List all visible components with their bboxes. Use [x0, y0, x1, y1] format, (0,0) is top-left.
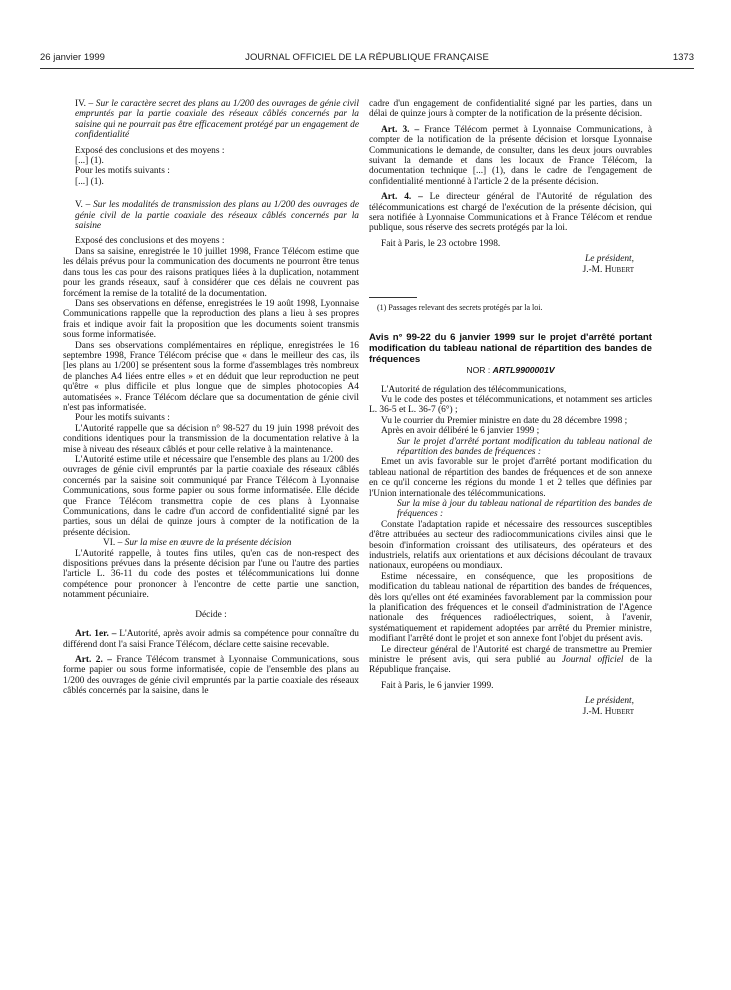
page-header — [40, 52, 694, 68]
section-v-paragraph: Dans ses observations en défense, enregistrées le 19 août 1998, Lyonnaise Communications rappelle que la reproduction des plans a lieu à ses propres frais et indique avoir fait la proposition que les documents soient transmis sous forme informatisée. — [63, 298, 359, 341]
header-journal-title: JOURNAL OFFICIEL DE LA RÉPUBLIQUE FRANÇAISE — [245, 52, 489, 63]
avis-paragraph: Emet un avis favorable sur le projet d'arrêté portant modification du tableau national de répartition des bandes de fréquences et de son annexe en ce qu'il concerne les régions du monde 1 et 2 telles que définies par l'Union internationale des télécommunications. — [369, 457, 652, 499]
section-iv-motifs: Pour les motifs suivants : — [75, 166, 170, 177]
section-vi-heading: VI. – Sur la mise en œuvre de la présente décision — [103, 538, 292, 549]
footnote: (1) Passages relevant des secrets protégés par la loi. — [377, 303, 543, 313]
right-column — [369, 99, 652, 717]
section-v-expose: Exposé des conclusions et des moyens : — [75, 236, 225, 247]
signature-block — [369, 696, 652, 717]
section-iv-ref1: [...] (1). — [75, 156, 104, 167]
header-page-number: 1373 — [672, 52, 694, 63]
signature-name: J.-M. Hubert — [582, 706, 634, 717]
signature-title: Le président, — [585, 696, 634, 707]
avis-paragraph: Estime nécessaire, en conséquence, que les propositions de modification du tableau national de répartition des bandes de fréquences, dès lors qu'elles ont été examinées favorablement par la commission pour la planification des fréquences et le conseil d'administration de l'Agence nationale des fréquences radioélectriques, soient, à l'avenir, systématiquement et rapidement adoptées par arrêté du Premier ministre, modifiant l'arrêté dont le projet et son annexe font l'objet du présent avis. — [369, 571, 652, 645]
section-vi-paragraph: L'Autorité rappelle, à toutes fins utiles, qu'en cas de non-respect des dispositions prévues dans la présente décision par l'une ou l'autre des parties l'article L. 36-11 du code des postes et télécommunications lui donne compétence pour prononcer à l'encontre de cette partie une sanction, notamment pécuniaire. — [63, 548, 359, 601]
section-v-paragraph: L'Autorité estime utile et nécessaire que l'ensemble des plans au 1/200 des ouvrages de génie civil empruntés par la partie coaxiale des réseaux câblés concernés par la saisine soit communiqué par France Télécom à Lyonnaise Communications, sous forme papier ou sous forme informatisée. Elle décide que France Télécom transmettra copie de ces plans à Lyonnaise Communications, dans le cadre d'un accord de confidentialité signé par les parties, sous un délai de quinze jours à compter de la notification de la présente décision. — [63, 455, 359, 538]
section-v-heading: V. – Sur les modalités de transmission des plans au 1/200 des ouvrages de génie civil de la partie coaxiale des réseaux câblés concernés par la saisine — [75, 200, 360, 232]
avis-paragraph: Constate l'adaptation rapide et nécessaire des ressources susceptibles d'être attribuées au secteur des radiocommunications civiles ainsi que le besoin d'information croissant des utilisateurs, des opérateurs et des industriels, relatifs aux orientations et aux décisions découlant de travaux nationaux, européens ou mondiaux. — [369, 519, 652, 572]
signature-title: Le président, — [585, 254, 634, 265]
left-column — [63, 99, 359, 697]
article-4: Art. 4. – Le directeur général de l'Autorité de régulation des télécommunications est chargé de l'exécution de la présente décision, qui sera notifiée à Lyonnaise Communications et à France Télécom et rendue publique, sous réserve des secrets protégés par la loi. — [369, 192, 653, 234]
section-iv-ref2: [...] (1). — [75, 176, 104, 187]
section-v-paragraph: Dans sa saisine, enregistrée le 10 juillet 1998, France Télécom estime que les délais prévus pour la communication des documents ne pourront être tenus dans tous les cas pour des raisons pratiques liées à la duplication, notamment pour les grands réseaux, sauf à considérer que ces délais ne couvrent pas forcément la remise de la totalité de la documentation. — [63, 246, 359, 299]
visa-line: Après en avoir délibéré le 6 janvier 1999 ; — [381, 426, 540, 437]
article-3: Art. 3. – France Télécom permet à Lyonnaise Communications, à compter de la notification de la présente décision et lorsque Lyonnaise Communications le demande, de consulter, dans les deux jours ouvrables suivant la demande et dans les locaux de France Télécom, la documentation technique [...] (1), dans le cadre de l'engagement de confidentialité mentionné à l'article 2 de la présente décision. — [369, 124, 653, 187]
section-iv-heading: IV. – Sur le caractère secret des plans au 1/200 des ouvrages de génie civil empruntés par la partie coaxiale des réseaux câblés concernés par la saisine qui ne pourrait pas être efficacement protégé par un engagement de confidentialité — [75, 99, 360, 141]
decide-heading: Décide : — [195, 609, 227, 620]
signature-place-date: Fait à Paris, le 6 janvier 1999. — [381, 680, 494, 691]
section-iv-expose: Exposé des conclusions et des moyens : — [75, 145, 225, 156]
section-v-motifs: Pour les motifs suivants : — [75, 413, 170, 424]
header-rule — [40, 68, 694, 69]
avis-subheading: Sur le projet d'arrêté portant modification du tableau national de répartition des bandes de fréquences : — [397, 436, 652, 457]
footnote-rule — [369, 297, 417, 298]
article-1: Art. 1er. – L'Autorité, après avoir admis sa compétence pour connaître du différend dont l'a saisi France Télécom, déclare cette saisine recevable. — [63, 629, 359, 650]
signature-name: J.-M. Hubert — [582, 264, 634, 275]
header-date: 26 janvier 1999 — [40, 52, 105, 63]
signature-place-date: Fait à Paris, le 23 octobre 1998. — [381, 238, 501, 249]
section-v-paragraph: Dans ses observations complémentaires en réplique, enregistrées le 16 septembre 1998, France Télécom précise que « dans le meilleur des cas, ils [les plans au 1/200] se présentent sous la forme d'assemblages très nombreux de planches A4 liées entre elles » et en déduit que leur reproduction ne peut qu'être « plus difficile et plus longue que de simples photocopies A4 automatisées ». France Télécom déclare que sa documentation de génie civil n'est pas informatisée. — [63, 340, 359, 413]
nor-reference: NOR : ARTL9900001V — [466, 365, 555, 376]
avis-title: Avis n° 99-22 du 6 janvier 1999 sur le projet d'arrêté portant modification du tableau national de répartition des bandes de fréquences — [369, 332, 652, 366]
visa-line: Vu le courrier du Premier ministre en date du 28 décembre 1998 ; — [381, 415, 628, 426]
signature-block — [369, 254, 652, 275]
visa-line: L'Autorité de régulation des télécommunications, — [381, 384, 567, 395]
avis-paragraph: Le directeur général de l'Autorité est chargé de transmettre au Premier ministre le présent avis, qui sera publié au Journal officiel de la République française. — [369, 644, 652, 676]
article-2-continued: cadre d'un engagement de confidentialité signé par les parties, dans un délai de quinze jours à compter de la notification de la présente décision. — [369, 99, 652, 120]
visa-line: Vu le code des postes et télécommunications, et notamment ses articles L. 36-5 et L. 36-7 (6°) ; — [369, 394, 652, 416]
avis-subheading: Sur la mise à jour du tableau national de répartition des bandes de fréquences : — [397, 498, 652, 520]
section-v-paragraph: L'Autorité rappelle que sa décision n° 98-527 du 19 juin 1998 prévoit des conditions identiques pour la transmission de la documentation relative à la mise à niveau des réseaux câblés et pour celle relative à la maintenance. — [63, 423, 359, 455]
article-2: Art. 2. – France Télécom transmet à Lyonnaise Communications, sous forme papier ou sous forme informatisée, copie de l'ensemble des plans au 1/200 des ouvrages de génie civil empruntés par la partie coaxiale des réseaux câblés concernés par la saisine, dans le — [63, 654, 360, 697]
